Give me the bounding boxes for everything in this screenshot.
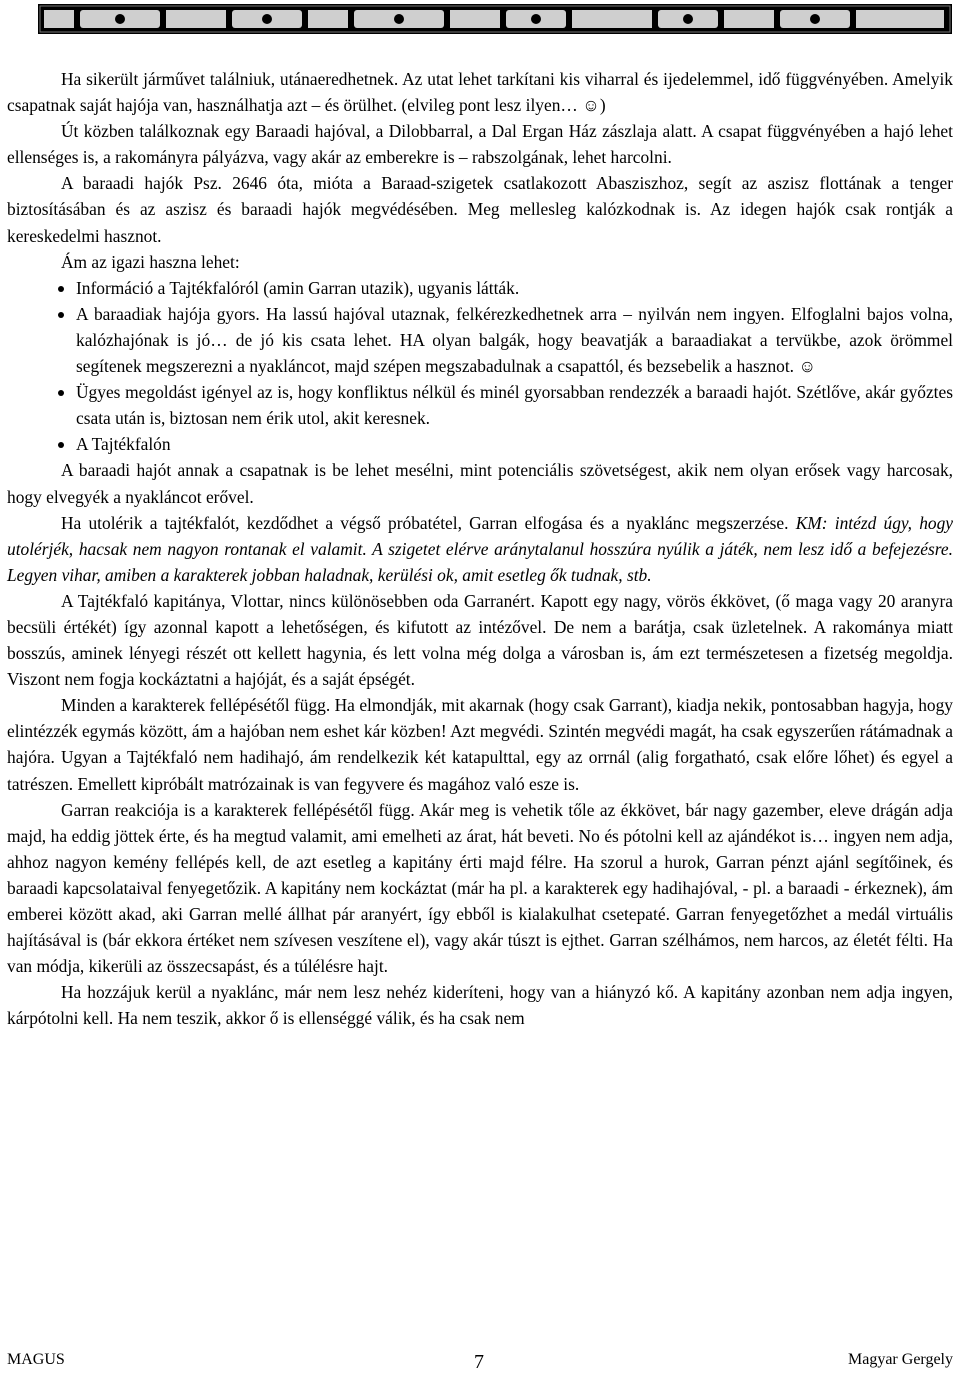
- paragraph-8: Minden a karakterek fellépésétől függ. Ha elmondják, mit akarnak (hogy csak Garrant), kiadja nekik, pontosabban hagyja, hogy elintézzék egymás között, ám a hajóban nem eshet kár közben! Azt megvédi. Szintén megvédi magát, ha csak egyszerűen rátámadnak a hajóra. Ugyan a Tajtékfaló nem hadihajó, ám rendelkezik két katapulttal, egy az orrnál (alig forgatható, csak előre lőhet) és egyel a tatrészen. Emellett kipróbált matrózainak is van fegyvere és magához való esze is.: [7, 695, 953, 794]
- list-item: A baraadiak hajója gyors. Ha lassú hajóval utaznak, felkérezkedhetnek arra – nyilván nem ingyen. Elfoglalni bajos volna, kalózhajónak is jó… de jó kis csata lehet. HA olyan balgák, hogy beavatják a baraadiakat a tervükbe, azok örömmel segítenek megszerezni a nyakláncot, majd szépen megszabadulnak a csapattól, és bezsebelik a hasznot. ☺: [7, 301, 953, 379]
- document-body: [7, 66, 953, 1031]
- paragraph-10: Ha hozzájuk kerül a nyaklánc, már nem lesz nehéz kideríteni, hogy van a hiányzó kő. A kapitány azonban nem adja ingyen, kárpótolni kell. Ha nem teszik, akkor ő is ellenséggé válik, és ha csak nem: [7, 982, 953, 1029]
- bullet-icon: [58, 442, 64, 448]
- paragraph-6-text: Ha utolérik a tajtékfalót, kezdődhet a végső próbatétel, Garran elfogása és a nyaklánc megszerzése.: [61, 512, 796, 533]
- list-item: Ügyes megoldást igényel az is, hogy konfliktus nélkül és minél gyorsabban rendezzék a baraadi hajót. Szétlőve, akár győztes csata után is, biztosan nem érik utol, akit keresnek.: [7, 379, 953, 431]
- list-item: A Tajtékfalón: [7, 431, 953, 457]
- paragraph-5: A baraadi hajót annak a csapatnak is be lehet mesélni, mint potenciális szövetségest, akik nem olyan erősek vagy harcosak, hogy elvegyék a nyakláncot erővel.: [7, 460, 953, 507]
- paragraph-6: [7, 510, 953, 588]
- page-number: 7: [474, 1351, 484, 1373]
- header-banner: [38, 4, 952, 34]
- banner-logo: [38, 4, 952, 34]
- paragraph-9: Garran reakciója is a karakterek fellépésétől függ. Akár meg is vehetik tőle az ékkövet, bár nagy gazember, eleve drágán adja majd, ha eddig jöttek érte, és ha megtud valamit, ami emelheti az árat, hát beveti. No és pótolni kell az ajándékot is… ingyen nem adja, ahhoz nagyon kemény fellépés kell, de azt esetleg a kapitány érti majd félre. Ha szorul a hurok, Garran pénzt ajánl segítőinek, és baraadi kapcsolataival fenyegetőzik. A kapitány nem kockáztat (már ha pl. a karakterek egy hadihajóval, - pl. a baraadi - érkeznek), ám emberei között akad, aki Garran mellé állhat pár aranyért, így ebből is kialakulhat csetepaté. Garran fenyegetőzhet a medál virtuális hajításával is (bár ekkora értéket nem szívesen veszítene el), vagy akár túszt is ejthet. Garran szélhámos, nem harcos, az életét félti. Ha van módja, kikerüli az összecsapást, és a túlélésre hajt.: [7, 799, 953, 977]
- gm-note: KM: intézd úgy, hogy utolérjék, hacsak nem nagyon rontanak el valamit. A szigetet elérve aránytalanul hosszúra nyúlik a játék, nem lesz idő a befejezésre. Legyen vihar, amiben a karakterek jobban haladnak, kerülési ok, amit esetleg ők tudnak, stb.: [7, 512, 954, 585]
- bullet-list: [7, 275, 953, 458]
- paragraph-2: Út közben találkoznak egy Baraadi hajóval, a Dilobbarral, a Dal Ergan Ház zászlaja alatt. A csapat függvényében a hajó lehet ellenséges is, a rakományra pályázva, vagy akár az emberekre is – rabszolgának, lehet harcolni.: [7, 121, 953, 168]
- page-footer: [0, 1345, 960, 1371]
- list-item: Információ a Tajtékfalóról (amin Garran utazik), ugyanis látták.: [7, 275, 953, 301]
- paragraph-3: A baraadi hajók Psz. 2646 óta, mióta a Baraad-szigetek csatlakozott Abasziszhoz, segít az aszisz flottának a tenger biztosításában és az aszisz és baraadi hajók megvédésében. Meg mellesleg kalózkodnak is. Az idegen hajók csak rontják a kereskedelmi hasznot.: [7, 173, 953, 246]
- paragraph-4: Ám az igazi haszna lehet:: [61, 251, 240, 272]
- paragraph-7: A Tajtékfaló kapitánya, Vlottar, nincs különösebben oda Garranért. Kapott egy nagy, vörös ékkövet, (ő maga vagy 20 aranyra becsüli értékét) így azonnal kapott a lehetőségen, és kifutott az intézővel. De nem a barátja, csak üzletelnek. A rakománya miatt bosszús, aminek lényegi részét ott kellett hagynia, és lett volna még dolga a városban is, ám ezt természetesen a fizetség megoldja. Viszont nem fogja kockáztatni a hajóját, és a saját épségét.: [7, 590, 953, 690]
- bullet-icon: [58, 286, 64, 292]
- bullet-icon: [58, 390, 64, 396]
- footer-left: MAGUS: [7, 1351, 65, 1368]
- paragraph-1: Ha sikerült járművet találniuk, utánaeredhetnek. Az utat lehet tarkítani kis viharral és ijedelemmel, idő függvényében. Amelyik csapatnak saját hajója van, használhatja azt – és örülhet. (elvileg pont lesz ilyen… ☺): [7, 69, 953, 116]
- footer-author: Magyar Gergely: [848, 1351, 953, 1368]
- bullet-icon: [58, 312, 64, 318]
